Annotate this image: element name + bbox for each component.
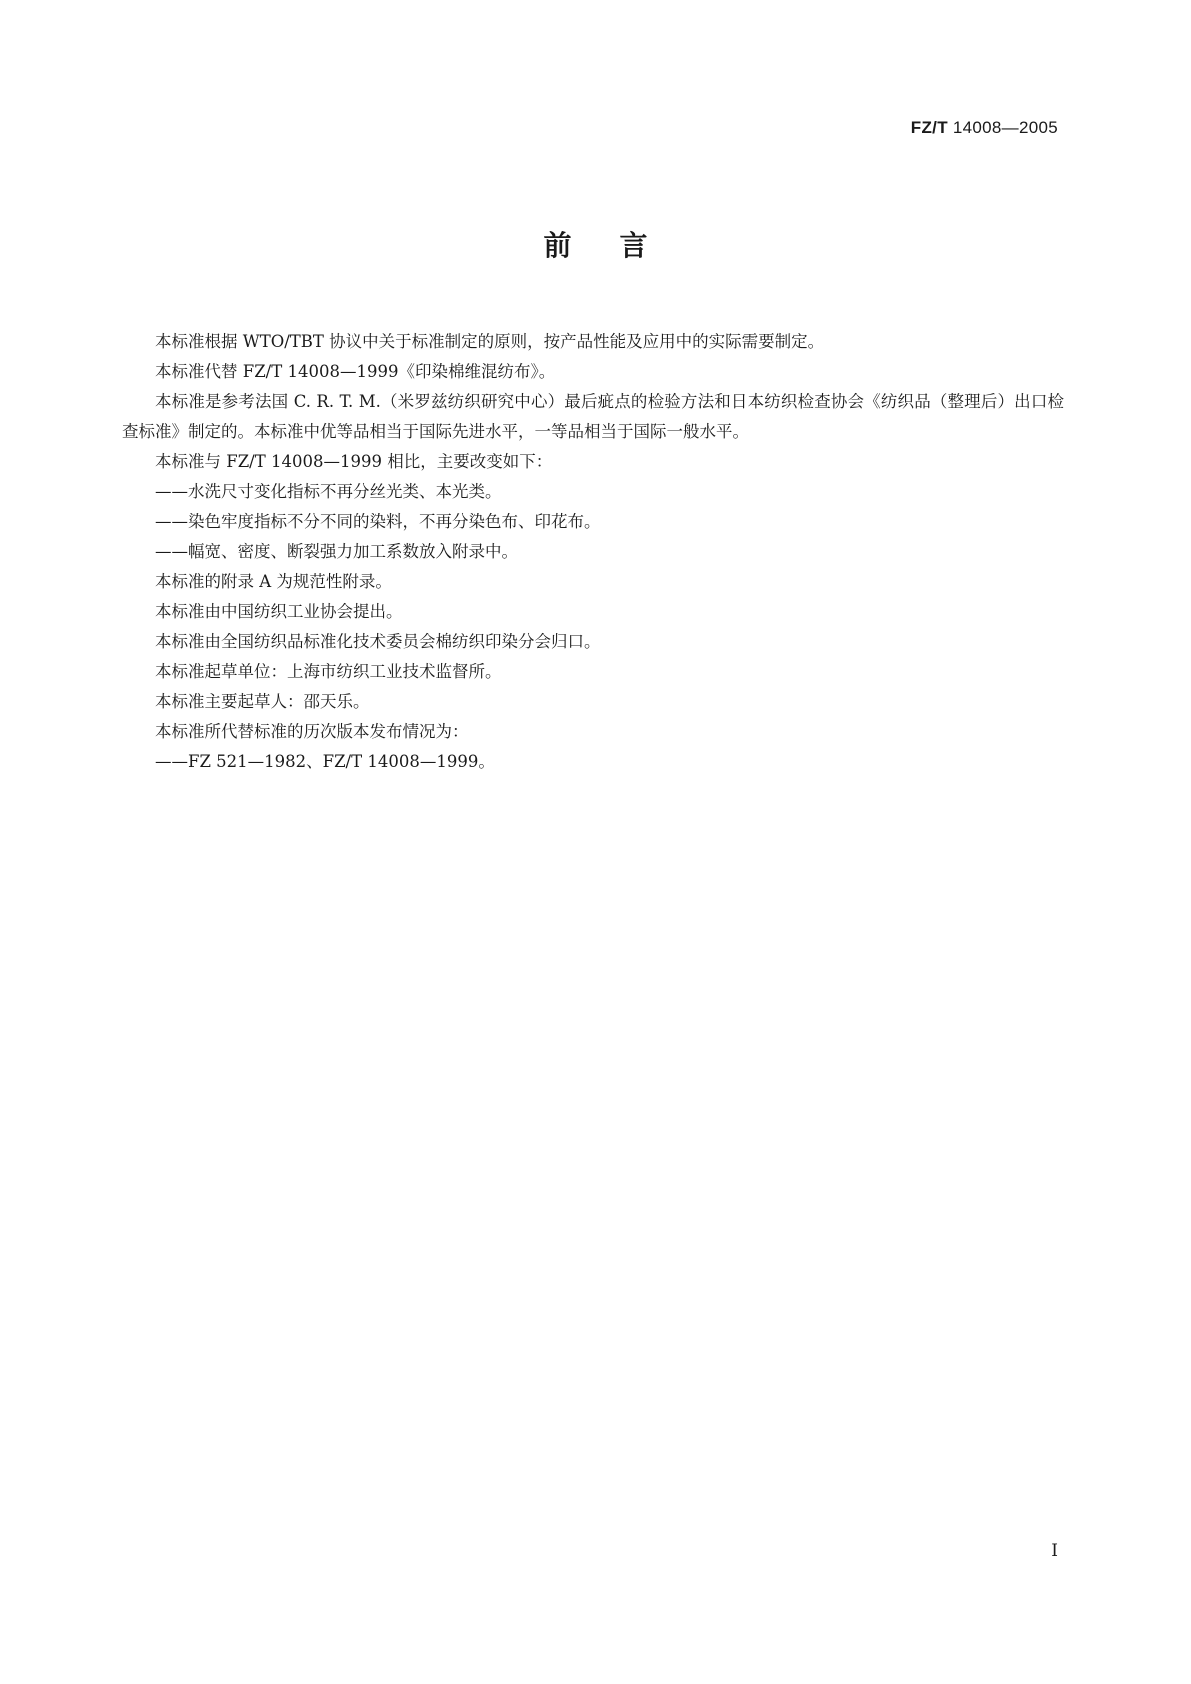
list-item: ——幅宽、密度、断裂强力加工系数放入附录中。 <box>155 542 518 561</box>
standard-code-number: 14008—2005 <box>947 118 1058 137</box>
list-item: ——水洗尺寸变化指标不再分丝光类、本光类。 <box>155 482 502 501</box>
paragraph: 本标准主要起草人：邵天乐。 <box>155 692 370 711</box>
standard-code <box>911 118 1058 138</box>
paragraph: 本标准起草单位：上海市纺织工业技术监督所。 <box>155 662 502 681</box>
list-item: ——FZ 521—1982、FZ/T 14008—1999。 <box>155 752 495 771</box>
standard-code-prefix: FZ/T <box>910 118 948 137</box>
paragraph: 本标准代替 FZ/T 14008—1999《印染棉维混纺布》。 <box>155 362 556 381</box>
paragraph: 本标准是参考法国 C. R. T. M.（米罗兹纺织研究中心）最后疵点的检验方法和日本纺织检查协会《纺织品（整理后）出口检查标准》制定的。本标准中优等品相当于国际先进水平，一等品相当于国际一般水平。 <box>122 392 1064 441</box>
document-body <box>122 327 1064 777</box>
paragraph: 本标准的附录 A 为规范性附录。 <box>155 572 392 591</box>
page-title: 前言 <box>543 229 696 262</box>
paragraph: 本标准由中国纺织工业协会提出。 <box>155 602 403 621</box>
paragraph: 本标准所代替标准的历次版本发布情况为： <box>155 722 469 741</box>
paragraph: 本标准与 FZ/T 14008—1999 相比，主要改变如下： <box>155 452 553 471</box>
page-number: I <box>1051 1541 1058 1561</box>
paragraph: 本标准根据 WTO/TBT 协议中关于标准制定的原则，按产品性能及应用中的实际需要制定。 <box>155 332 825 351</box>
paragraph: 本标准由全国纺织品标准化技术委员会棉纺织印染分会归口。 <box>155 632 601 651</box>
list-item: ——染色牢度指标不分不同的染料，不再分染色布、印花布。 <box>155 512 601 531</box>
